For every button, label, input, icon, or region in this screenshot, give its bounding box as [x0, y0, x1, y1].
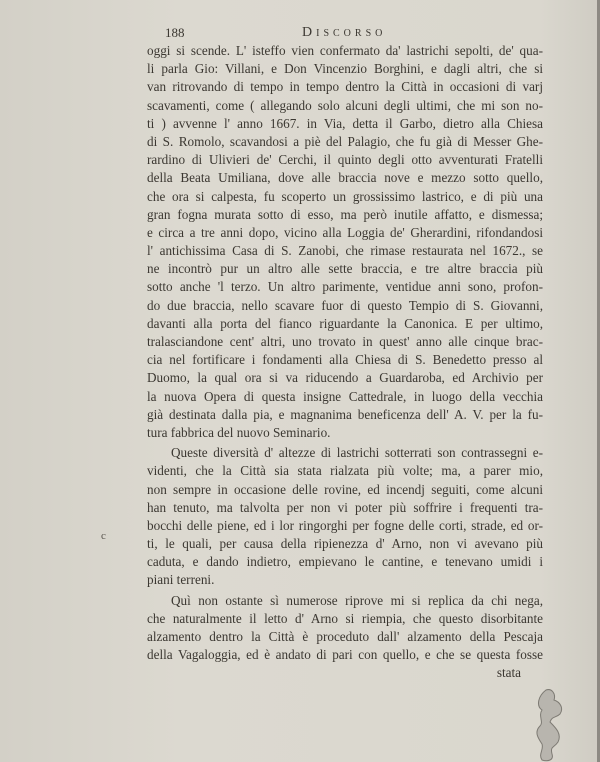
text-line: che ora si calpesta, fu scoperto un grossissimo lastrico, e di più una [147, 188, 543, 204]
text-line: Quì non ostante sì numerose riprove mi si replica da chi nega, [171, 592, 543, 608]
text-line: gran fogna murata sotto di esso, ma però inutile affatto, e dismessa; [147, 206, 543, 222]
paragraph [147, 42, 543, 442]
text-line: davanti alla porta del fianco riguardante la Canonica. E per ultimo, [147, 315, 543, 331]
text-line: caduta, e dando indietro, empievano le cantine, e tenevano umidi i [147, 554, 543, 570]
text-line: tura fabbrica del nuovo Seminario. [147, 424, 331, 440]
text-line: la nuova Opera di questa insigne Cattedrale, in luogo della vecchia [147, 388, 543, 404]
text-line: scavamenti, come ( allegando solo alcuni degli ultimi, che mi son no- [147, 97, 543, 113]
text-line: di S. Romolo, scavandosi a piè del Palagio, che fu già di Messer Ghe- [147, 133, 543, 149]
text-line: della Beata Umiliana, dove alle braccia nove e mezzo sotto quello, [147, 170, 543, 186]
text-line: piani terreni. [147, 572, 215, 588]
text-line: della Vagaloggia, ed è andato di pari con quello, e che se questa fosse [147, 647, 543, 663]
text-line: Duomo, la qual ora si va riducendo a Guardaroba, ed Archivio per [147, 370, 543, 386]
catchword: stata [496, 665, 521, 681]
text-line: bocchi delle piene, ed i lor ringorghi per fogne delle corti, strade, ed or- [147, 517, 543, 533]
margin-mark: c [101, 530, 106, 542]
text-line: han tenuto, ma talvolta per non vi poter più soffrire i frequenti tra- [147, 499, 543, 515]
text-line: non sempre in occasione delle rovine, ed incendj seguiti, come alcuni [147, 481, 543, 497]
paragraph [147, 444, 543, 590]
text-line: ti, le quali, per causa della ripienezza d' Arno, non vi avevano più [147, 536, 543, 552]
paragraph [147, 592, 543, 665]
text-line: sotto anche 'l terzo. Un altro parimente, ventidue anni sono, profon- [147, 279, 543, 295]
text-line: già destinata dalla pia, e magnanima beneficenza dell' A. V. per la fu- [147, 406, 543, 422]
text-line: do due braccia, nello scavare fuor di questo Tempio di S. Giovanni, [147, 297, 543, 313]
text-line: videnti, che la Città sia stata rialzata più volte; ma, a parer mio, [147, 463, 543, 479]
text-line: rardino di Ulivieri de' Cerchi, il quinto degli otto avventurati Fratelli [147, 152, 543, 168]
text-line: li parla Gio: Villani, e Don Vincenzio Borghini, e dagli altri, che si [147, 61, 543, 77]
text-line: ti ) avvenne l' anno 1667. in Via, detta il Garbo, dietro alla Chiesa [147, 115, 543, 131]
running-title: Discorso [302, 25, 387, 40]
page-tab-sticker [532, 688, 566, 762]
text-line: che naturalmente il letto d' Arno si riempia, che questo disorbitante [147, 610, 543, 626]
text-line: cia nel fortificare i fondamenti alla Chiesa di S. Benedetto presso al [147, 352, 543, 368]
text-body [147, 42, 543, 683]
running-header [147, 25, 543, 43]
page-number: 188 [165, 25, 185, 40]
text-line: l' antichissima Casa di S. Zanobi, che rimase restaurata nel 1672., se [147, 243, 543, 259]
text-line: oggi si scende. L' isteffo vien confermato da' lastrichi sepolti, de' qua- [147, 43, 543, 58]
text-line: alzamento dentro la Città è proceduto dall' alzamento della Pescaja [147, 629, 543, 644]
text-line: ne incontrò pur un altro alle sette braccia, e tre altre braccia più [147, 261, 543, 277]
text-line: tralasciandone cent' altri, uno trovato in quest' anno alle cinque brac- [147, 334, 543, 349]
text-line: e circa a tre anni dopo, vicino alla Loggia de' Gherardini, rifondandosi [147, 224, 543, 240]
text-line: van ritrovando di tempo in tempo dentro la Città in occasioni di varj [147, 79, 543, 95]
text-line: Queste diversità d' altezze di lastrichi sotterrati son contrassegni e- [171, 445, 543, 461]
